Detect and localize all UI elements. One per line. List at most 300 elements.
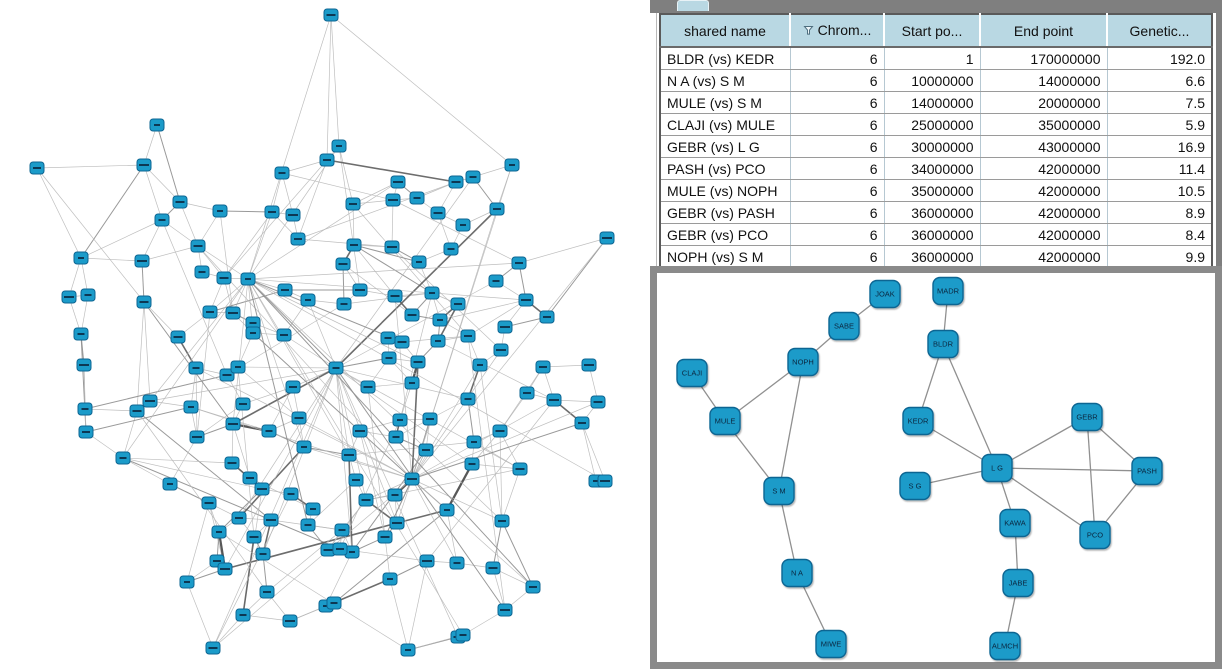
network-node[interactable] [171,331,185,343]
network-node[interactable] [461,393,475,405]
table-row[interactable] [660,70,1212,92]
network-edge [248,279,402,342]
network-node[interactable] [231,361,245,373]
network-node[interactable] [255,483,269,495]
table-cell[interactable]: 14000000 [884,92,980,114]
network-node[interactable] [582,359,596,371]
network-edge [360,431,385,537]
network-node[interactable] [301,519,315,531]
network-edge [85,409,137,411]
network-node[interactable] [286,209,300,221]
network-node[interactable] [155,214,169,226]
table-cell[interactable]: 6 [790,70,884,92]
table-cell[interactable]: 6 [790,246,884,269]
network-node[interactable] [419,444,433,456]
table-cell[interactable]: 192.0 [1107,47,1212,70]
table-cell[interactable]: 42000000 [980,180,1107,202]
table-cell[interactable]: PASH (vs) PCO [660,158,790,180]
network-node[interactable] [62,291,76,303]
network-node[interactable] [353,425,367,437]
table-cell[interactable]: 11.4 [1107,158,1212,180]
network-edge [142,246,198,261]
table-cell[interactable]: 25000000 [884,114,980,136]
network-edge [331,15,339,146]
network-node[interactable] [466,171,480,183]
table-cell[interactable]: MULE (vs) S M [660,92,790,114]
table-row[interactable] [660,114,1212,136]
network-edge [392,247,501,350]
network-node[interactable] [130,405,144,417]
network-node[interactable] [324,9,338,21]
network-node[interactable] [816,631,846,658]
network-node[interactable] [489,275,503,287]
table-cell[interactable]: 6 [790,92,884,114]
network-node[interactable] [505,159,519,171]
network-node[interactable] [347,239,361,251]
table-cell[interactable]: NOPH (vs) S M [660,246,790,269]
network-node[interactable] [190,431,204,443]
network-node[interactable] [329,362,343,374]
network-node[interactable] [284,488,298,500]
network-node[interactable] [1080,522,1110,549]
network-node[interactable] [495,515,509,527]
table-row[interactable] [660,158,1212,180]
network-node[interactable] [283,615,297,627]
network-edge [427,400,554,561]
network-edge [502,521,533,587]
node-label: S G [908,481,922,491]
network-node[interactable] [81,289,95,301]
network-node[interactable] [519,294,533,306]
network-edge [447,464,472,510]
node-label: L G [991,463,1003,473]
network-node[interactable] [361,381,375,393]
network-node[interactable] [456,629,470,641]
network-node[interactable] [451,298,465,310]
network-edge [502,469,520,521]
network-node[interactable] [342,449,356,461]
network-edge [123,458,232,463]
network-node[interactable] [933,278,963,305]
network-node[interactable] [191,240,205,252]
network-node[interactable] [982,455,1012,482]
table-cell[interactable]: 30000000 [884,136,980,158]
network-node[interactable] [490,203,504,215]
network-node[interactable] [710,408,740,435]
table-cell[interactable]: 16.9 [1107,136,1212,158]
network-node[interactable] [1132,458,1162,485]
network-node[interactable] [236,609,250,621]
node-label: KAWA [1004,518,1026,528]
network-node[interactable] [212,526,226,538]
network-node[interactable] [829,313,859,340]
network-node[interactable] [420,555,434,567]
network-edge [298,239,392,247]
network-edge [219,532,408,650]
network-node[interactable] [353,284,367,296]
network-node[interactable] [206,642,220,654]
table-row[interactable] [660,136,1212,158]
table-row[interactable] [660,224,1212,246]
table-cell[interactable]: 42000000 [980,246,1107,269]
filter-icon[interactable] [803,23,814,39]
network-edge [238,367,336,368]
table-row[interactable] [660,92,1212,114]
network-edge [144,302,150,401]
table-cell[interactable]: 42000000 [980,224,1107,246]
network-node[interactable] [456,219,470,231]
network-node[interactable] [286,381,300,393]
network-node[interactable] [78,403,92,415]
network-node[interactable] [173,196,187,208]
network-node[interactable] [203,306,217,318]
network-node[interactable] [498,321,512,333]
network-node[interactable] [275,167,289,179]
node-label: MADR [936,286,960,296]
table-row[interactable] [660,180,1212,202]
network-node[interactable] [246,327,260,339]
network-node[interactable] [349,474,363,486]
table-header-row [660,14,1212,47]
network-node[interactable] [431,335,445,347]
network-node[interactable] [320,154,334,166]
network-node[interactable] [467,436,481,448]
network-node[interactable] [900,473,930,500]
network-node[interactable] [135,255,149,267]
network-node[interactable] [395,336,409,348]
table-cell[interactable]: 6 [790,158,884,180]
network-node[interactable] [137,296,151,308]
network-edge [81,258,142,261]
network-node[interactable] [465,458,479,470]
network-edge[interactable] [779,362,803,491]
column-header-label: End point [1013,22,1074,39]
network-edge[interactable] [1087,417,1095,535]
network-edge [582,423,605,481]
network-node[interactable] [262,425,276,437]
network-edge [392,200,393,247]
table-cell[interactable]: N A (vs) S M [660,70,790,92]
network-node[interactable] [236,398,250,410]
network-edge [37,165,144,168]
network-node[interactable] [386,194,400,206]
table-cell[interactable]: 6 [790,136,884,158]
network-node[interactable] [788,349,818,376]
column-header[interactable] [1107,14,1212,47]
table-cell[interactable]: 42000000 [980,202,1107,224]
table-row[interactable] [660,47,1212,70]
network-node[interactable] [247,531,261,543]
table-cell[interactable]: 6.6 [1107,70,1212,92]
table-cell[interactable]: 43000000 [980,136,1107,158]
network-node[interactable] [444,243,458,255]
network-node[interactable] [405,377,419,389]
node-label: JABE [1008,578,1028,588]
network-node[interactable] [385,241,399,253]
table-cell[interactable]: 8.9 [1107,202,1212,224]
network-node[interactable] [870,281,900,308]
node-label: SABE [833,321,855,331]
network-node[interactable] [536,361,550,373]
table-panel-top-bar [650,0,1222,13]
network-node[interactable] [498,604,512,616]
network-edge [248,212,272,279]
table-cell[interactable]: 5.9 [1107,114,1212,136]
network-node[interactable] [265,206,279,218]
network-node[interactable] [116,452,130,464]
network-node[interactable] [150,119,164,131]
network-node[interactable] [461,330,475,342]
network-edge [412,238,607,479]
column-header-label: Start po... [901,22,963,39]
network-edge [336,368,505,610]
network-node[interactable] [202,497,216,509]
network-node[interactable] [359,494,373,506]
table-cell[interactable]: CLAJI (vs) MULE [660,114,790,136]
table-cell[interactable]: 6 [790,224,884,246]
network-node[interactable] [513,463,527,475]
network-edge [327,15,331,160]
network-node[interactable] [540,311,554,323]
network-node[interactable] [494,344,508,356]
table-cell[interactable]: BLDR (vs) KEDR [660,47,790,70]
panel-right-border [1216,0,1222,266]
table-cell[interactable]: 10000000 [884,70,980,92]
table-cell[interactable]: GEBR (vs) L G [660,136,790,158]
node-label: N A [790,568,804,578]
network-edge [331,15,512,165]
filtered-network-panel [650,266,1222,669]
network-edge [248,15,331,279]
network-edge[interactable] [997,468,1147,471]
network-node[interactable] [79,426,93,438]
network-node[interactable] [333,543,347,555]
node-label: CLAJI [681,368,703,378]
node-label: PCO [1086,530,1104,540]
network-node[interactable] [1072,404,1102,431]
network-node[interactable] [277,329,291,341]
network-node[interactable] [388,290,402,302]
network-node[interactable] [30,162,44,174]
network-edge [408,561,427,650]
network-edge [187,503,209,582]
network-node[interactable] [346,198,360,210]
attribute-table [659,13,1213,269]
network-edge [81,220,162,258]
table-row[interactable] [660,202,1212,224]
network-edge [547,238,607,317]
network-edge [37,168,81,258]
network-node[interactable] [512,257,526,269]
network-node[interactable] [381,332,395,344]
table-cell[interactable]: 170000000 [980,47,1107,70]
network-node[interactable] [473,359,487,371]
network-node[interactable] [213,205,227,217]
network-edge [123,458,262,489]
network-node[interactable] [388,489,402,501]
network-node[interactable] [383,573,397,585]
table-cell[interactable]: 35000000 [884,180,980,202]
network-node[interactable] [764,478,794,505]
network-node[interactable] [903,408,933,435]
network-node[interactable] [391,176,405,188]
table-cell[interactable]: 6 [790,202,884,224]
network-node[interactable] [591,396,605,408]
network-node[interactable] [74,252,88,264]
node-label: BLDR [932,339,954,349]
network-node[interactable] [450,557,464,569]
network-node[interactable] [526,581,540,593]
column-header[interactable] [980,14,1107,47]
table-cell[interactable]: 34000000 [884,158,980,180]
network-node[interactable] [297,441,311,453]
network-edge [390,579,408,650]
table-cell[interactable]: GEBR (vs) PCO [660,224,790,246]
network-node[interactable] [598,475,612,487]
table-cell[interactable]: 7.5 [1107,92,1212,114]
node-label: JOAK [875,289,895,299]
network-node[interactable] [928,331,958,358]
network-node[interactable] [412,256,426,268]
column-header-label: Chrom... [817,22,872,38]
column-header[interactable] [884,14,980,47]
network-edge [220,211,272,212]
node-label: NOPH [792,357,814,367]
network-node[interactable] [401,644,415,656]
table-cell[interactable]: 6 [790,47,884,70]
network-edge [123,411,137,458]
network-edge [144,165,162,220]
network-node[interactable] [256,548,270,560]
table-cell[interactable]: 36000000 [884,202,980,224]
column-header-label: shared name [684,22,766,39]
network-node[interactable] [782,560,812,587]
network-node[interactable] [241,273,255,285]
node-label: S M [772,486,786,496]
network-node[interactable] [677,360,707,387]
table-cell[interactable]: 10.5 [1107,180,1212,202]
network-node[interactable] [486,562,500,574]
network-node[interactable] [389,431,403,443]
table-cell[interactable]: 36000000 [884,224,980,246]
network-node[interactable] [218,563,232,575]
network-node[interactable] [405,309,419,321]
network-node[interactable] [390,517,404,529]
network-node[interactable] [195,266,209,278]
network-node[interactable] [440,504,454,516]
network-node[interactable] [291,233,305,245]
network-node[interactable] [232,512,246,524]
filtered-network-canvas[interactable] [650,266,1222,669]
table-cell[interactable]: MULE (vs) NOPH [660,180,790,202]
network-node[interactable] [449,176,463,188]
network-node[interactable] [226,307,240,319]
network-node[interactable] [393,414,407,426]
table-cell[interactable]: 6 [790,180,884,202]
network-edge [412,479,533,587]
network-node[interactable] [425,287,439,299]
network-node[interactable] [278,284,292,296]
column-header[interactable] [660,14,790,47]
network-node[interactable] [180,576,194,588]
column-header-label: Genetic... [1129,22,1190,39]
network-node[interactable] [332,140,346,152]
network-edge [468,300,526,336]
network-node[interactable] [382,352,396,364]
table-cell[interactable]: 14000000 [980,70,1107,92]
table-cell[interactable]: 1 [884,47,980,70]
edge-attribute-table-panel [656,13,1213,266]
network-node[interactable] [337,298,351,310]
network-node[interactable] [143,395,157,407]
network-node[interactable] [433,314,447,326]
table-cell[interactable]: 9.9 [1107,246,1212,269]
network-node[interactable] [301,294,315,306]
network-node[interactable] [405,473,419,485]
network-node[interactable] [335,524,349,536]
network-node[interactable] [1003,570,1033,597]
table-cell[interactable]: 8.4 [1107,224,1212,246]
network-edge [150,279,248,401]
table-cell[interactable]: 20000000 [980,92,1107,114]
network-node[interactable] [990,633,1020,660]
network-node[interactable] [226,418,240,430]
network-node[interactable] [184,401,198,413]
network-node[interactable] [77,359,91,371]
network-node[interactable] [431,207,445,219]
table-cell[interactable]: GEBR (vs) PASH [660,202,790,224]
network-node[interactable] [410,192,424,204]
panel-tab[interactable] [677,0,709,11]
network-node[interactable] [137,159,151,171]
network-node[interactable] [378,531,392,543]
column-header[interactable] [790,14,884,47]
network-node[interactable] [327,597,341,609]
table-cell[interactable]: 42000000 [980,158,1107,180]
network-node[interactable] [292,412,306,424]
network-node[interactable] [1000,510,1030,537]
table-cell[interactable]: 35000000 [980,114,1107,136]
network-node[interactable] [336,258,350,270]
network-node[interactable] [547,394,561,406]
network-node[interactable] [306,503,320,515]
network-edge [267,530,342,592]
network-node[interactable] [243,472,257,484]
network-node[interactable] [411,356,425,368]
network-node[interactable] [225,457,239,469]
network-edge [248,182,398,279]
network-node[interactable] [217,272,231,284]
node-label: PASH [1137,466,1157,476]
table-cell[interactable]: 36000000 [884,246,980,269]
network-node[interactable] [260,586,274,598]
network-node[interactable] [575,417,589,429]
network-node[interactable] [74,328,88,340]
node-label: MULE [714,416,736,426]
network-node[interactable] [600,232,614,244]
network-node[interactable] [264,514,278,526]
node-label: GEBR [1076,412,1098,422]
network-edge[interactable] [943,344,997,468]
network-node[interactable] [189,362,203,374]
network-node[interactable] [520,387,534,399]
network-node[interactable] [423,413,437,425]
network-edge [519,238,607,263]
network-node[interactable] [493,425,507,437]
table-cell[interactable]: 6 [790,114,884,136]
table-row[interactable] [660,246,1212,269]
network-node[interactable] [163,478,177,490]
